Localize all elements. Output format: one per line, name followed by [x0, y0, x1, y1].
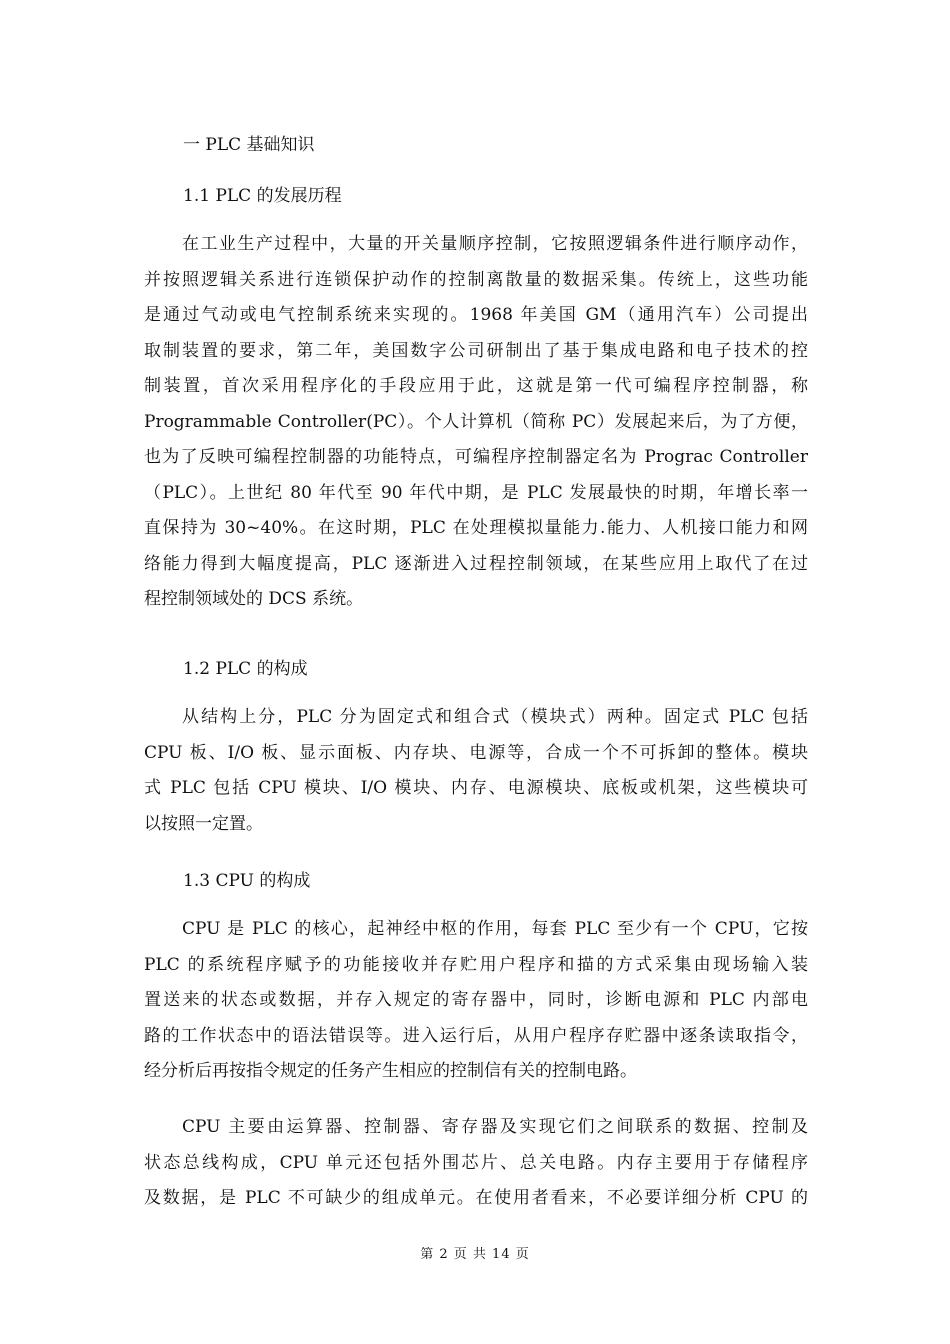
text-line: 状态总线构成，CPU 单元还包括外围芯片、总关电路。内存主要用于存储程序 — [144, 1152, 808, 1173]
text-line: PLC 的系统程序赋予的功能接收并存贮用户程序和描的方式采集由现场输入装 — [144, 954, 808, 975]
text-line: 及数据，是 PLC 不可缺少的组成单元。在使用者看来，不必要详细分析 CPU 的 — [144, 1188, 808, 1208]
text-line: 式 PLC 包括 CPU 模块、I/O 模块、内存、电源模块、底板或机架，这些模块可 — [144, 778, 808, 798]
text-line: 以按照一定置。 — [144, 813, 263, 834]
text-line: CPU 主要由运算器、控制器、寄存器及实现它们之间联系的数据、控制及 — [182, 1117, 808, 1137]
paragraph-plc-structure — [144, 700, 808, 842]
text-line: 取制装置的要求，第二年，美国数字公司研制出了基于集成电路和电子技术的控 — [144, 340, 808, 361]
text-line: 直保持为 30~40%。在这时期，PLC 在处理模拟量能力.能力、人机接口能力和网 — [144, 518, 808, 538]
text-line: 并按照逻辑关系进行连锁保护动作的控制离散量的数据采集。传统上，这些功能 — [144, 269, 808, 290]
text-line: CPU 是 PLC 的核心，起神经中枢的作用，每套 PLC 至少有一个 CPU，它按 — [182, 919, 808, 939]
page-number-footer: 第 2 页 共 14 页 — [420, 1247, 530, 1262]
text-line: 也为了反映可编程控制器的功能特点，可编程序控制器定名为 Prograc Controller — [144, 447, 808, 467]
text-line: Programmable Controller(PC）。个人计算机（简称 PC）发展起来后，为了方便， — [144, 411, 808, 432]
text-line: CPU 板、I/O 板、显示面板、内存块、电源等，合成一个不可拆卸的整体。模块 — [144, 742, 808, 763]
text-line: 制装置，首次采用程序化的手段应用于此，这就是第一代可编程序控制器，称 — [144, 376, 808, 396]
text-line: 程控制领域处的 DCS 系统。 — [144, 589, 364, 609]
paragraph-plc-history — [144, 227, 808, 618]
text-line: 在工业生产过程中，大量的开关量顺序控制，它按照逻辑条件进行顺序动作， — [182, 234, 808, 254]
text-line: （PLC）。上世纪 80 年代至 90 年代中期，是 PLC 发展最快的时期，年增长率一 — [144, 482, 808, 503]
text-line: 络能力得到大幅度提高，PLC 逐渐进入过程控制领域，在某些应用上取代了在过 — [144, 553, 808, 574]
text-line: 经分析后再按指令规定的任务产生相应的控制信有关的控制电路。 — [144, 1061, 637, 1081]
section-heading-1-2: 1.2 PLC 的构成 — [183, 659, 308, 679]
text-line: 是通过气动或电气控制系统来实现的。1968 年美国 GM（通用汽车）公司提出 — [144, 305, 808, 325]
text-line: 置送来的状态或数据，并存入规定的寄存器中，同时，诊断电源和 PLC 内部电 — [144, 990, 808, 1010]
text-line: 从结构上分，PLC 分为固定式和组合式（模块式）两种。固定式 PLC 包括 — [182, 707, 808, 727]
paragraph-cpu-components — [144, 1110, 808, 1217]
section-heading-1-1: 1.1 PLC 的发展历程 — [183, 186, 342, 206]
paragraph-cpu-role — [144, 912, 808, 1090]
text-line: 路的工作状态中的语法错误等。进入运行后，从用户程序存贮器中逐条读取指令， — [144, 1025, 808, 1046]
section-heading-1-3: 1.3 CPU 的构成 — [183, 871, 311, 891]
chapter-title: 一 PLC 基础知识 — [183, 135, 315, 155]
